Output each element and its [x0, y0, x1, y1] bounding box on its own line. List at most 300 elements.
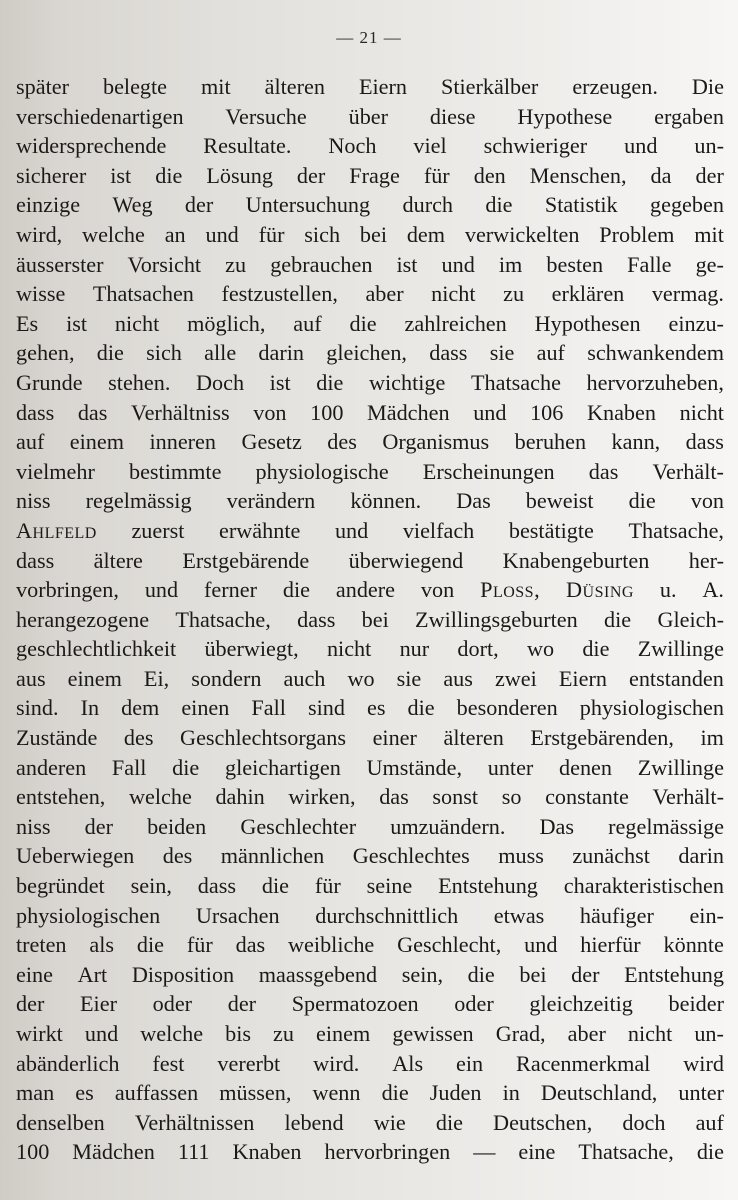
word: hervorzuheben,	[586, 369, 724, 395]
word: alle	[204, 340, 237, 366]
word: beweist	[525, 488, 594, 514]
text-line	[16, 1019, 724, 1049]
word: Ei,	[143, 665, 170, 691]
word: die	[628, 488, 656, 514]
word: A.	[702, 577, 724, 603]
word: Das	[539, 813, 575, 839]
word: Knaben	[232, 1139, 302, 1165]
text-line	[16, 457, 724, 487]
word: denselben	[16, 1109, 105, 1135]
word: Thatsache	[470, 369, 561, 395]
word: später	[16, 74, 69, 99]
word: die	[435, 1109, 463, 1135]
word: ältere	[93, 547, 143, 573]
word: überwiegend	[348, 547, 464, 573]
word: über	[348, 103, 389, 129]
word: Geschlechter	[240, 813, 357, 839]
text-line	[16, 1108, 724, 1138]
word: Erscheinungen	[422, 458, 555, 484]
word: diese	[429, 103, 476, 129]
word: aus	[16, 665, 46, 691]
word: physiologische	[255, 458, 389, 484]
word: constante	[545, 784, 629, 810]
word: von	[420, 577, 455, 603]
word: Knabengeburten	[502, 547, 650, 573]
word: für	[186, 932, 213, 958]
word: aus	[443, 665, 473, 691]
word: Knaben	[586, 399, 656, 425]
word: beider	[668, 991, 724, 1017]
word: Verhältniss	[131, 399, 230, 425]
word: ist	[66, 310, 88, 336]
word: des	[123, 725, 154, 751]
word: die	[155, 162, 183, 188]
text-line	[16, 220, 724, 250]
word: unter	[678, 1080, 724, 1106]
word: für	[314, 873, 341, 899]
word: begründet	[16, 873, 105, 899]
word: sicherer	[16, 162, 87, 188]
word: Menschen,	[529, 162, 627, 188]
word: dass	[16, 399, 55, 425]
word: Als	[392, 1050, 424, 1076]
word: Ploss,	[480, 577, 541, 603]
word: andere	[335, 577, 396, 603]
word: auf	[16, 429, 45, 455]
word: einzige	[16, 192, 81, 218]
word: einem	[316, 1021, 371, 1046]
word: 100	[310, 399, 344, 425]
word: Eier	[80, 991, 117, 1017]
word: treten	[16, 932, 67, 958]
word: mit	[201, 74, 231, 99]
word: man	[16, 1080, 55, 1106]
word: Thatsache,	[175, 606, 271, 632]
word: 111	[177, 1139, 210, 1165]
word: u.	[659, 577, 677, 603]
word: im	[498, 251, 523, 277]
word: gebrauchen	[270, 251, 373, 277]
word: möglich,	[187, 310, 266, 336]
word: Vorsicht	[127, 251, 202, 277]
word: erklären	[551, 281, 625, 307]
word: Verhält-	[652, 784, 724, 810]
word: und	[205, 221, 239, 247]
word: wird,	[16, 221, 63, 247]
word: gegeben	[650, 192, 724, 218]
word: herangezogene	[16, 606, 150, 632]
word: zwei	[494, 665, 537, 691]
word: verändern	[226, 488, 316, 514]
word: Verhält-	[652, 458, 724, 484]
word: vielfach	[402, 517, 475, 543]
text-line	[16, 812, 724, 842]
word: und	[334, 517, 369, 543]
word: viel	[413, 133, 447, 159]
word: der	[571, 961, 600, 987]
word: Das	[456, 488, 491, 514]
word: des	[162, 843, 193, 869]
text-line	[16, 871, 724, 901]
word: —	[473, 1139, 496, 1165]
word: Grad,	[495, 1021, 546, 1046]
word: es	[75, 1080, 94, 1106]
word: Doch	[196, 369, 245, 395]
word: Disposition	[131, 961, 235, 987]
word: von	[690, 488, 724, 514]
word: doch	[622, 1109, 666, 1135]
word: Gleich-	[657, 606, 724, 632]
word: und	[624, 133, 658, 159]
word: des	[327, 429, 357, 455]
word: wo	[347, 665, 375, 691]
word: älteren	[443, 725, 504, 751]
word: das	[379, 784, 409, 810]
text-line	[16, 190, 724, 220]
body-text	[16, 72, 724, 1167]
word: sind	[307, 695, 345, 721]
word: die	[349, 310, 377, 336]
word: nicht	[326, 636, 372, 662]
word: die	[604, 606, 632, 632]
word: fest	[152, 1050, 185, 1076]
word: Organismus	[382, 429, 490, 455]
word: verwickelten	[464, 221, 580, 247]
word: Thatsache,	[578, 1139, 674, 1165]
word: gleichzeitig	[529, 991, 633, 1017]
word: erzeugen.	[572, 74, 658, 99]
word: zunächst	[572, 843, 650, 869]
word: auf	[536, 340, 565, 366]
word: der	[16, 991, 45, 1017]
word: Eiern	[558, 665, 607, 691]
text-line	[16, 989, 724, 1019]
text-line	[16, 309, 724, 339]
word: welche	[128, 784, 192, 810]
word: die	[172, 754, 200, 780]
word: Erstgebärende	[182, 547, 310, 573]
word: Fall	[111, 754, 147, 780]
word: kann,	[611, 429, 661, 455]
word: sind.	[16, 695, 59, 721]
word: beruhen	[514, 429, 587, 455]
word: nicht	[431, 281, 476, 307]
word: an	[164, 221, 186, 247]
word: wirkt	[16, 1021, 63, 1046]
word: denen	[559, 754, 612, 780]
text-line	[16, 131, 724, 161]
word: ein-	[689, 902, 724, 928]
word: sie	[396, 665, 422, 691]
text-line	[16, 516, 724, 546]
word: als	[89, 932, 115, 958]
word: umzuändern.	[390, 813, 506, 839]
word: äusserster	[16, 251, 104, 277]
word: bei	[519, 961, 547, 987]
word: welche	[140, 1021, 204, 1046]
word: geschlechtlichkeit	[16, 636, 177, 662]
word: könnte	[663, 932, 724, 958]
word: die	[381, 1080, 409, 1106]
word: in	[502, 1080, 520, 1106]
word: aber	[365, 281, 404, 307]
word: für	[423, 162, 450, 188]
word: und	[441, 251, 475, 277]
word: oder	[454, 991, 494, 1017]
word: ist	[269, 369, 291, 395]
word: eine	[518, 1139, 556, 1165]
word: Eiern	[358, 74, 407, 99]
text-line	[16, 486, 724, 516]
word: darin	[258, 340, 305, 366]
word: auf	[293, 310, 322, 336]
word: dem	[406, 221, 446, 247]
word: Thatsachen	[92, 281, 194, 307]
word: können.	[350, 488, 422, 514]
word: belegte	[102, 74, 168, 99]
word: Problem	[599, 221, 675, 247]
text-line	[16, 368, 724, 398]
word: der	[695, 162, 724, 188]
word: einzu-	[668, 310, 724, 336]
word: es	[367, 695, 386, 721]
word: vorbringen,	[16, 577, 119, 603]
word: erwähnte	[219, 517, 301, 543]
word: und	[524, 932, 558, 958]
text-line	[16, 250, 724, 280]
word: die	[96, 340, 124, 366]
word: Hypothesen	[534, 310, 641, 336]
word: Entstehung	[438, 873, 538, 899]
word: Hypothese	[517, 103, 613, 129]
word: Ursachen	[195, 902, 280, 928]
word: dass	[685, 429, 724, 455]
word: vererbt	[217, 1050, 281, 1076]
word: In	[80, 695, 100, 721]
word: welche	[82, 221, 145, 247]
word: entstehen,	[16, 784, 106, 810]
word: einem	[67, 665, 122, 691]
word: Noch	[328, 133, 377, 159]
text-line	[16, 338, 724, 368]
word: auffassen	[114, 1080, 199, 1106]
word: Verhältnissen	[134, 1109, 255, 1135]
word: ist	[396, 251, 418, 277]
word: vermag.	[651, 281, 724, 307]
word: Die	[691, 74, 724, 99]
word: wirken,	[288, 784, 356, 810]
word: das	[77, 399, 108, 425]
word: auch	[283, 665, 326, 691]
word: die	[282, 577, 310, 603]
text-line	[16, 427, 724, 457]
word: Ueberwiegen	[16, 843, 135, 869]
word: dahin	[215, 784, 265, 810]
word: die	[485, 192, 513, 218]
word: dass	[429, 340, 468, 366]
word: für	[258, 221, 285, 247]
word: sonst	[432, 784, 479, 810]
word: entstanden	[628, 665, 724, 691]
text-line	[16, 841, 724, 871]
word: festzustellen,	[221, 281, 338, 307]
word: einen	[181, 695, 230, 721]
text-line	[16, 960, 724, 990]
word: sich	[304, 221, 341, 247]
word: sie	[489, 340, 515, 366]
word: wie	[373, 1109, 406, 1135]
word: schwieriger	[483, 133, 588, 159]
text-line	[16, 279, 724, 309]
word: auf	[695, 1109, 724, 1135]
word: 100	[16, 1139, 50, 1165]
word: nur	[399, 636, 430, 662]
text-line	[16, 723, 724, 753]
word: dort,	[457, 636, 499, 662]
word: Umstände,	[366, 754, 463, 780]
word: von	[253, 399, 287, 425]
word: regelmässig	[85, 488, 192, 514]
text-line	[16, 72, 724, 102]
word: Frage	[349, 162, 400, 188]
word: Deutschland,	[540, 1080, 658, 1106]
word: ergaben	[654, 103, 724, 129]
word: Resultate.	[203, 133, 292, 159]
word: nicht	[114, 310, 160, 336]
text-line	[16, 398, 724, 428]
word: beiden	[147, 813, 207, 839]
text-line	[16, 161, 724, 191]
word: bei	[361, 606, 389, 632]
word: das	[235, 932, 266, 958]
word: nicht	[627, 1021, 673, 1046]
word: wenn	[312, 1080, 361, 1106]
word: Zwillinge	[637, 636, 724, 662]
word: Zwillinge	[637, 754, 724, 780]
word: Geschlechtes	[352, 843, 470, 869]
word: Erstgebärenden,	[530, 725, 674, 751]
word: ferner	[204, 577, 257, 603]
word: der	[84, 813, 113, 839]
word: Thatsache,	[628, 517, 724, 543]
text-line	[16, 546, 724, 576]
word: gewissen	[392, 1021, 474, 1046]
word: unter	[487, 754, 534, 780]
word: Statistik	[544, 192, 618, 218]
text-line	[16, 575, 724, 605]
word: gleichartigen	[224, 754, 341, 780]
word: Düsing	[566, 577, 634, 603]
text-line	[16, 634, 724, 664]
word: Entstehung	[624, 961, 724, 987]
word: Fall	[251, 695, 286, 721]
word: stehen.	[108, 369, 171, 395]
word: Ahlfeld	[16, 517, 97, 543]
word: Lösung	[206, 162, 273, 188]
word: ge-	[695, 251, 724, 277]
text-line	[16, 664, 724, 694]
text-line	[16, 782, 724, 812]
word: aber	[567, 1021, 606, 1046]
word: durch	[402, 192, 454, 218]
word: dass	[16, 547, 55, 573]
word: einem	[69, 429, 125, 455]
word: Stierkälber	[440, 74, 539, 99]
word: inneren	[149, 429, 216, 455]
word: un-	[694, 1021, 724, 1046]
word: mit	[694, 221, 724, 247]
word: bis	[225, 1021, 251, 1046]
word: Juden	[429, 1080, 482, 1106]
text-line	[16, 1137, 724, 1167]
word: Untersuchung	[245, 192, 371, 218]
word: überwiegt,	[204, 636, 299, 662]
word: muss	[498, 843, 544, 869]
word: zahlreichen	[404, 310, 507, 336]
word: anderen	[16, 754, 87, 780]
word: weibliche	[288, 932, 375, 958]
word: die	[407, 695, 435, 721]
word: älteren	[264, 74, 325, 99]
word: sein,	[401, 961, 444, 987]
word: bei	[359, 221, 387, 247]
word: Versuche	[225, 103, 307, 129]
word: seine	[366, 873, 413, 899]
word: wird.	[313, 1050, 360, 1076]
word: nicht	[679, 399, 724, 425]
word: das	[588, 458, 619, 484]
word: Spermatozoen	[291, 991, 419, 1017]
word: sich	[146, 340, 182, 366]
word: Es	[16, 310, 39, 336]
word: und	[473, 399, 507, 425]
word: Racenmerkmal	[516, 1050, 651, 1076]
word: physiologischen	[579, 695, 724, 721]
word: den	[473, 162, 506, 188]
word: dass	[197, 873, 236, 899]
word: besonderen	[456, 695, 558, 721]
word: Deutschen,	[493, 1109, 593, 1135]
word: der	[227, 991, 257, 1017]
word: einer	[372, 725, 417, 751]
word: männlichen	[220, 843, 325, 869]
word: die	[136, 932, 164, 958]
text-line	[16, 753, 724, 783]
word: die	[261, 873, 289, 899]
word: die	[467, 961, 495, 987]
word: vielmehr	[16, 458, 95, 484]
word: eine	[16, 961, 53, 987]
word: wichtige	[368, 369, 446, 395]
word: müssen,	[219, 1080, 292, 1106]
word: maassgebend	[258, 961, 378, 987]
word: un-	[694, 133, 724, 159]
word: zu	[225, 251, 247, 277]
word: etwas	[493, 902, 545, 928]
text-line	[16, 1049, 724, 1079]
word: häufiger	[579, 902, 654, 928]
word: Gesetz	[241, 429, 302, 455]
word: zu	[273, 1021, 294, 1046]
word: sondern	[191, 665, 262, 691]
word: regelmässige	[608, 813, 724, 839]
text-line	[16, 930, 724, 960]
word: 106	[530, 399, 564, 425]
word: zu	[503, 281, 525, 307]
text-line	[16, 605, 724, 635]
word: niss	[16, 488, 51, 514]
word: da	[650, 162, 672, 188]
